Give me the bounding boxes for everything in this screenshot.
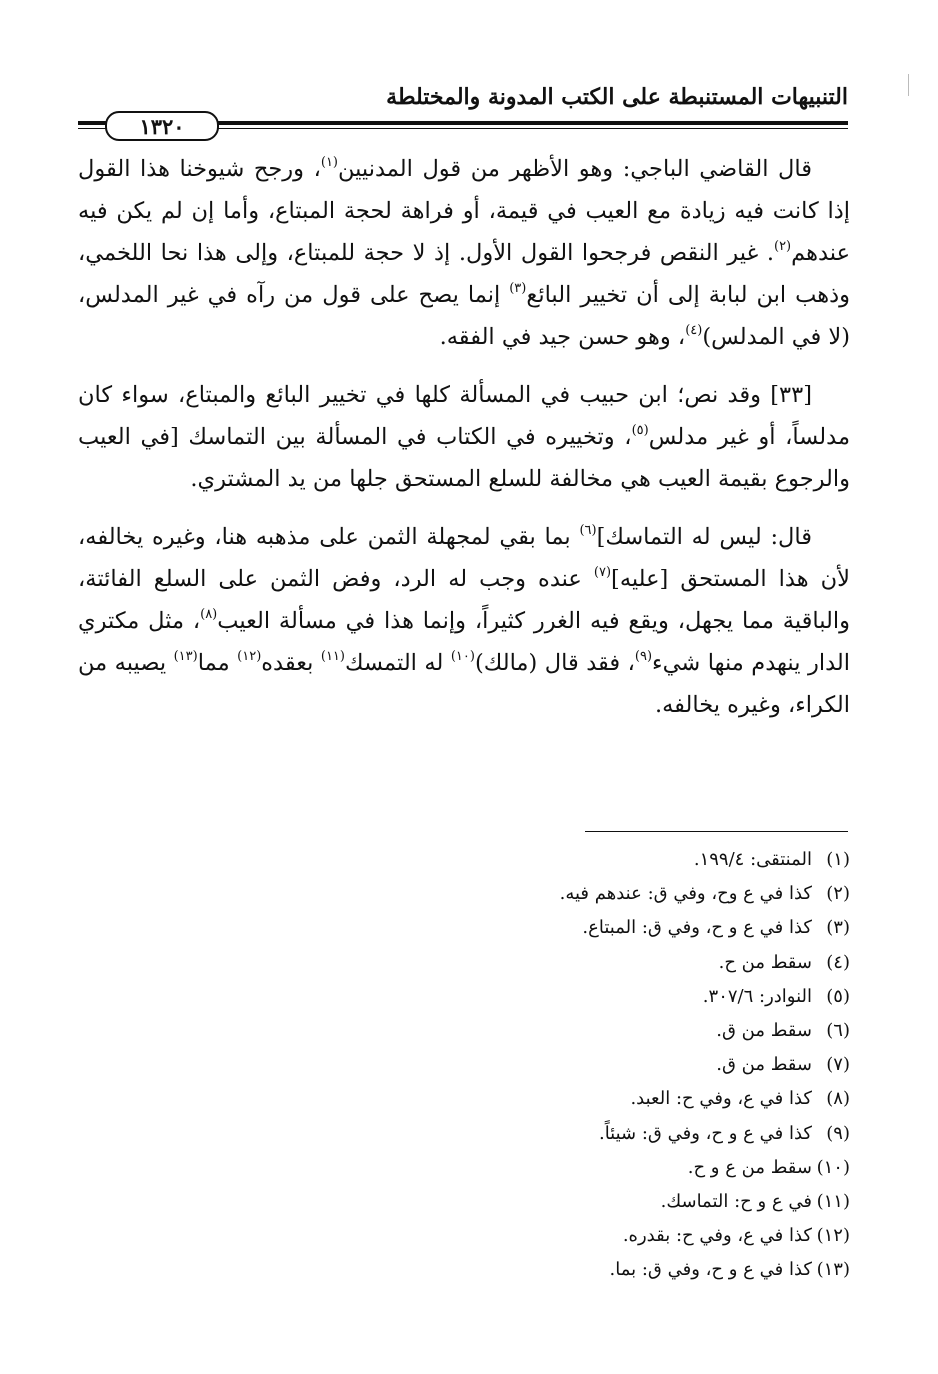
footnote-reference: (٣) <box>509 281 527 296</box>
footnote-number: (٣) <box>826 917 850 939</box>
footnote-item <box>430 1048 850 1082</box>
footnote-text: كذا في ع و ح، وفي ق: بما. <box>609 1259 812 1281</box>
footnote-item <box>430 1151 850 1185</box>
footnote-number: (١) <box>826 849 850 870</box>
footnote-item <box>430 980 850 1014</box>
text-segment: له التمسك <box>344 650 451 676</box>
footnote-number: (٧) <box>826 1054 850 1076</box>
footnote-reference: (٧) <box>593 565 612 580</box>
text-segment: قال: ليس له التماسك] <box>596 524 812 550</box>
paragraph <box>78 374 850 500</box>
footnote-number: (١٣) <box>816 1259 850 1281</box>
footnote-number: (٩) <box>826 1122 850 1144</box>
footnote-item <box>430 843 850 877</box>
footnote-item <box>430 911 850 945</box>
footnote-text: كذا في ع و ح، وفي ق: شيئاً. <box>598 1122 812 1144</box>
footnote-item <box>430 1117 850 1151</box>
main-text <box>78 148 850 742</box>
text-segment: قال القاضي الباجي: وهو الأظهر من قول المدنيين <box>338 156 812 182</box>
text-segment: بعقده <box>261 650 321 676</box>
footnote-number: (٨) <box>826 1088 850 1110</box>
paragraph <box>78 148 850 358</box>
text-segment: ، وتخييره في الكتاب في المسألة بين التماسك [في العيب والرجوع بقيمة العيب هي مخالفة للسلع المستحق جلها من يد المشتري. <box>78 424 850 492</box>
footnote-number: (١١) <box>816 1191 850 1213</box>
footnote-reference: (٢) <box>773 239 792 254</box>
footnote-reference: (٨) <box>200 607 218 622</box>
footnote-number: (٦) <box>826 1020 850 1042</box>
running-title: التنبيهات المستنبطة على الكتب المدونة والمختلطة <box>386 84 848 110</box>
scan-edge-mark <box>908 74 909 96</box>
text-segment: ، مثل مكتري الدار ينهدم منها شيء <box>78 608 850 676</box>
text-segment: . غير النقص فرجحوا القول الأول. إذ لا حجة للمبتاع، وإلى هذا نحا اللخمي، وذهب ابن لبابة إلى أن تخيير البائع <box>78 240 850 308</box>
footnote-text: سقط من ق. <box>716 1020 812 1042</box>
text-segment: ، وهو حسن جيد في الفقه. <box>439 324 686 350</box>
footnote-item <box>430 1253 850 1287</box>
footnote-item <box>430 1014 850 1048</box>
footnote-reference: (١٣) <box>173 649 198 664</box>
text-segment: ، ورجح شيوخنا هذا القول إذا كانت فيه زيادة مع العيب في قيمة، أو فراهة لحجة المبتاع، وأما إن لم يكن فيه عندهم <box>78 156 850 266</box>
footnote-text: المنتقى: ١٩٩/٤. <box>693 849 812 870</box>
footnote-reference: (٩) <box>634 649 653 664</box>
footnote-text: كذا في ع وح، وفي ق: عندهم فيه. <box>559 883 812 905</box>
paragraph <box>78 516 850 726</box>
text-segment: [٣٣] وقد نص؛ ابن حبيب في المسألة كلها في تخيير البائع والمبتاع، سواء كان مدلساً، أو غير مدلس <box>78 382 850 450</box>
footnote-text: في ع و ح: التماسك. <box>660 1191 812 1213</box>
footnote-reference: (١) <box>320 155 338 170</box>
footnote-text: سقط من ح. <box>718 951 812 973</box>
footnote-number: (٤) <box>826 951 850 973</box>
page-number: ١٣٢٠ <box>105 111 219 141</box>
footnotes <box>430 843 850 1288</box>
footnote-separator <box>585 831 848 832</box>
footnote-reference: (١٢) <box>237 649 262 664</box>
footnote-item <box>430 1219 850 1253</box>
footnote-number: (٢) <box>826 883 850 905</box>
footnote-item <box>430 946 850 980</box>
footnote-number: (١٢) <box>816 1225 850 1247</box>
footnote-item <box>430 1082 850 1116</box>
text-segment: ، فقد قال (مالك) <box>474 650 635 676</box>
footnote-text: كذا في ع، وفي ح: بقدره. <box>622 1225 812 1247</box>
footnote-number: (٥) <box>826 985 850 1007</box>
footnote-reference: (١١) <box>320 649 345 664</box>
footnote-reference: (٦) <box>579 523 597 538</box>
text-segment: يصيبه من الكراء، وغيره يخالفه. <box>78 650 850 718</box>
text-segment: إنما يصح على قول من رآه في غير المدلس، (لا في المدلس) <box>78 282 850 350</box>
footnote-number: (١٠) <box>816 1156 850 1178</box>
text-segment: عنده وجب له الرد، وفض الثمن على السلع الفائتة، والباقية مما يجهل، ويقع فيه الغرر كثيراً، وإنما هذا في مسألة العيب <box>78 566 850 634</box>
footnote-text: كذا في ع، وفي ح: العبد. <box>630 1088 812 1110</box>
footnote-text: كذا في ع و ح، وفي ق: المبتاع. <box>582 917 812 939</box>
footnote-text: النوادر: ٣٠٧/٦. <box>702 985 812 1007</box>
footnote-text: سقط من ق. <box>716 1054 812 1076</box>
footnote-reference: (١٠) <box>450 649 475 664</box>
text-segment: بما بقي لمجهلة الثمن على مذهبه هنا، وغيره يخالفه، لأن هذا المستحق [عليه] <box>78 524 850 592</box>
footnote-item <box>430 877 850 911</box>
footnote-reference: (٤) <box>685 323 703 338</box>
footnote-reference: (٥) <box>631 423 649 438</box>
footnote-item <box>430 1185 850 1219</box>
text-segment: مما <box>197 650 238 676</box>
footnote-text: سقط من ع و ح. <box>687 1156 812 1178</box>
